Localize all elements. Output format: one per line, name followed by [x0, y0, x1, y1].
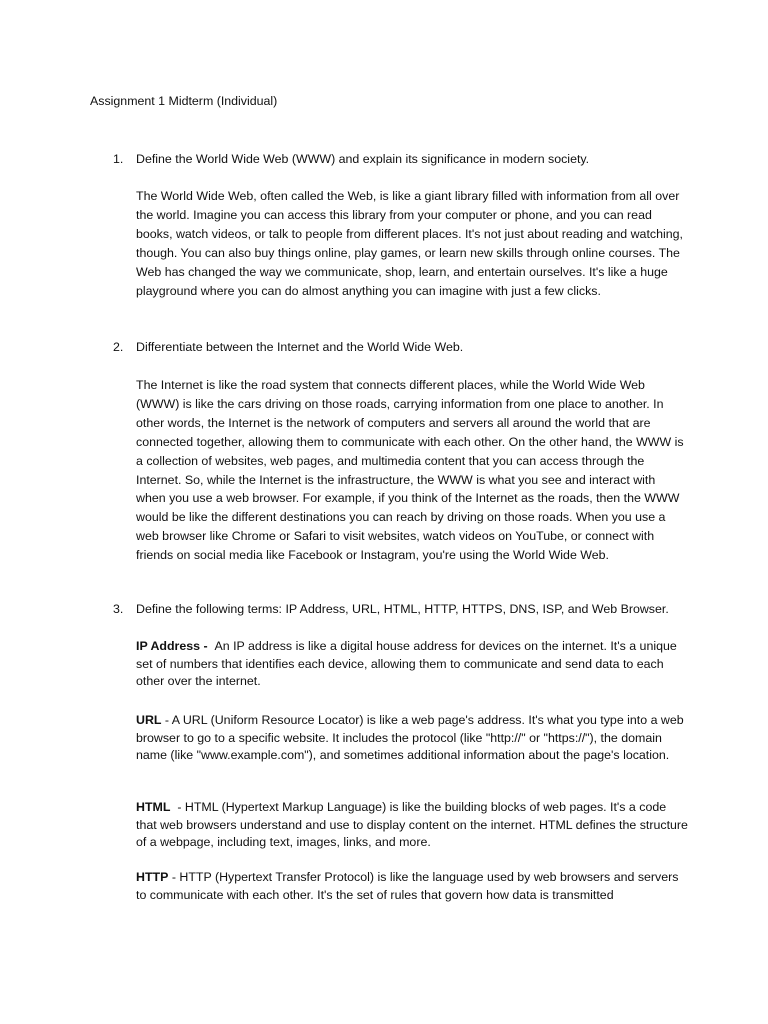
- term-ip-address: [136, 638, 688, 691]
- term-name: IP Address -: [136, 639, 208, 653]
- term-http: [136, 869, 688, 904]
- term-name: HTML: [136, 800, 171, 814]
- question-3: [113, 600, 688, 619]
- term-definition: - A URL (Uniform Resource Locator) is like a web page's address. It's what you type into a web browser to go to a specific website. It includes the protocol (like "http://" or "https://"), the domain name (like "www.example.com"), and sometimes additional information about the page's location.: [136, 713, 684, 763]
- term-definition: An IP address is like a digital house address for devices on the internet. It's a unique set of numbers that identifies each device, allowing them to communicate and send data to each other over the internet.: [136, 639, 677, 689]
- question-1: [113, 150, 688, 169]
- question-number: 3.: [113, 602, 124, 616]
- question-text: Differentiate between the Internet and the World Wide Web.: [136, 340, 464, 354]
- question-2: [113, 338, 688, 357]
- answer-1: The World Wide Web, often called the Web, is like a giant library filled with information from all over the world. Imagine you can access this library from your computer or phone, and you can read books, watch videos, or talk to people from different places. It's not just about reading and watching, though. You can also buy things online, play games, or learn new skills through online courses. The Web has changed the way we communicate, shop, learn, and entertain ourselves. It's like a huge playground where you can do almost anything you can imagine with just a few clicks.: [136, 189, 683, 298]
- question-number: 1.: [113, 152, 124, 166]
- answer-2: The Internet is like the road system that connects different places, while the World Wide Web (WWW) is like the cars driving on those roads, carrying information from one place to another. In other words, the Internet is the network of computers and servers all around the world that are connected together, allowing them to communicate with each other. On the other hand, the WWW is a collection of websites, web pages, and multimedia content that you can access through the Internet. So, while the Internet is the infrastructure, the WWW is what you see and interact with when you use a web browser. For example, if you think of the Internet as the roads, then the WWW would be like the different destinations you can reach by driving on those roads. When you use a web browser like Chrome or Safari to visit websites, watch videos on YouTube, or connect with friends on social media like Facebook or Instagram, you're using the World Wide Web.: [136, 378, 684, 563]
- question-text: Define the World Wide Web (WWW) and explain its significance in modern society.: [136, 152, 590, 166]
- term-definition: - HTML (Hypertext Markup Language) is like the building blocks of web pages. It's a code that web browsers understand and use to display content on the internet. HTML defines the structure of a webpage, including text, images, links, and more.: [136, 800, 688, 850]
- question-text: Define the following terms: IP Address, URL, HTML, HTTP, HTTPS, DNS, ISP, and Web Browser.: [136, 602, 669, 616]
- term-url: [136, 712, 688, 765]
- term-html: [136, 799, 688, 852]
- term-definition: - HTTP (Hypertext Transfer Protocol) is like the language used by web browsers and servers to communicate with each other. It's the set of rules that govern how data is transmitted: [136, 870, 679, 902]
- term-name: URL: [136, 713, 162, 727]
- document-title: Assignment 1 Midterm (Individual): [90, 94, 278, 108]
- question-number: 2.: [113, 340, 124, 354]
- term-name: HTTP: [136, 870, 169, 884]
